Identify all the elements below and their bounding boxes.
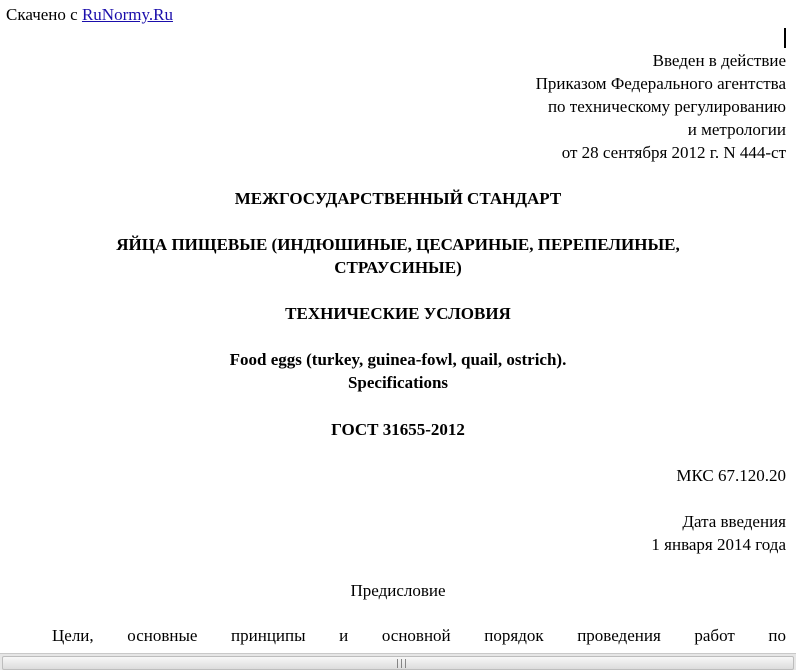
horizontal-scrollbar[interactable] [0,653,796,670]
title-en-line: Specifications [347,373,449,392]
document-title-en [0,348,796,394]
enactment-line: Приказом Федерального агентства [535,74,786,93]
introduction-date [651,510,786,556]
body-paragraph: Цели, основные принципы и основной порядок проведения работ по [52,626,786,645]
title-line: ЯЙЦА ПИЩЕВЫЕ (ИНДЮШИНЫЕ, ЦЕСАРИНЫЕ, ПЕРЕПЕЛИНЫЕ, [116,235,680,254]
document-subtitle-ru: ТЕХНИЧЕСКИЕ УСЛОВИЯ [285,304,511,323]
enactment-line: Введен в действие [652,51,786,70]
standard-code: ГОСТ 31655-2012 [331,420,465,439]
text-cursor [784,28,786,48]
download-source-line [6,5,173,25]
enactment-line: по техническому регулированию [547,97,786,116]
intro-date-label: Дата введения [682,512,786,531]
source-link[interactable]: RuNormy.Ru [81,5,173,24]
intro-date-value: 1 января 2014 года [651,535,786,554]
scrollbar-thumb[interactable] [2,656,794,670]
title-en-line: Food eggs (turkey, guinea-fowl, quail, ostrich). [229,350,567,369]
grip-icon: ||| [396,659,409,669]
source-prefix: Скачено с [6,5,82,24]
enactment-line: и метрологии [687,120,786,139]
title-line: СТРАУСИНЫЕ) [334,258,462,277]
standard-heading: МЕЖГОСУДАРСТВЕННЫЙ СТАНДАРТ [234,189,562,208]
mks-code: МКС 67.120.20 [676,466,786,485]
enactment-block [536,49,786,164]
section-heading: Предисловие [350,581,446,600]
enactment-line: от 28 сентября 2012 г. N 444-ст [561,143,786,162]
document-title-ru [0,233,796,279]
